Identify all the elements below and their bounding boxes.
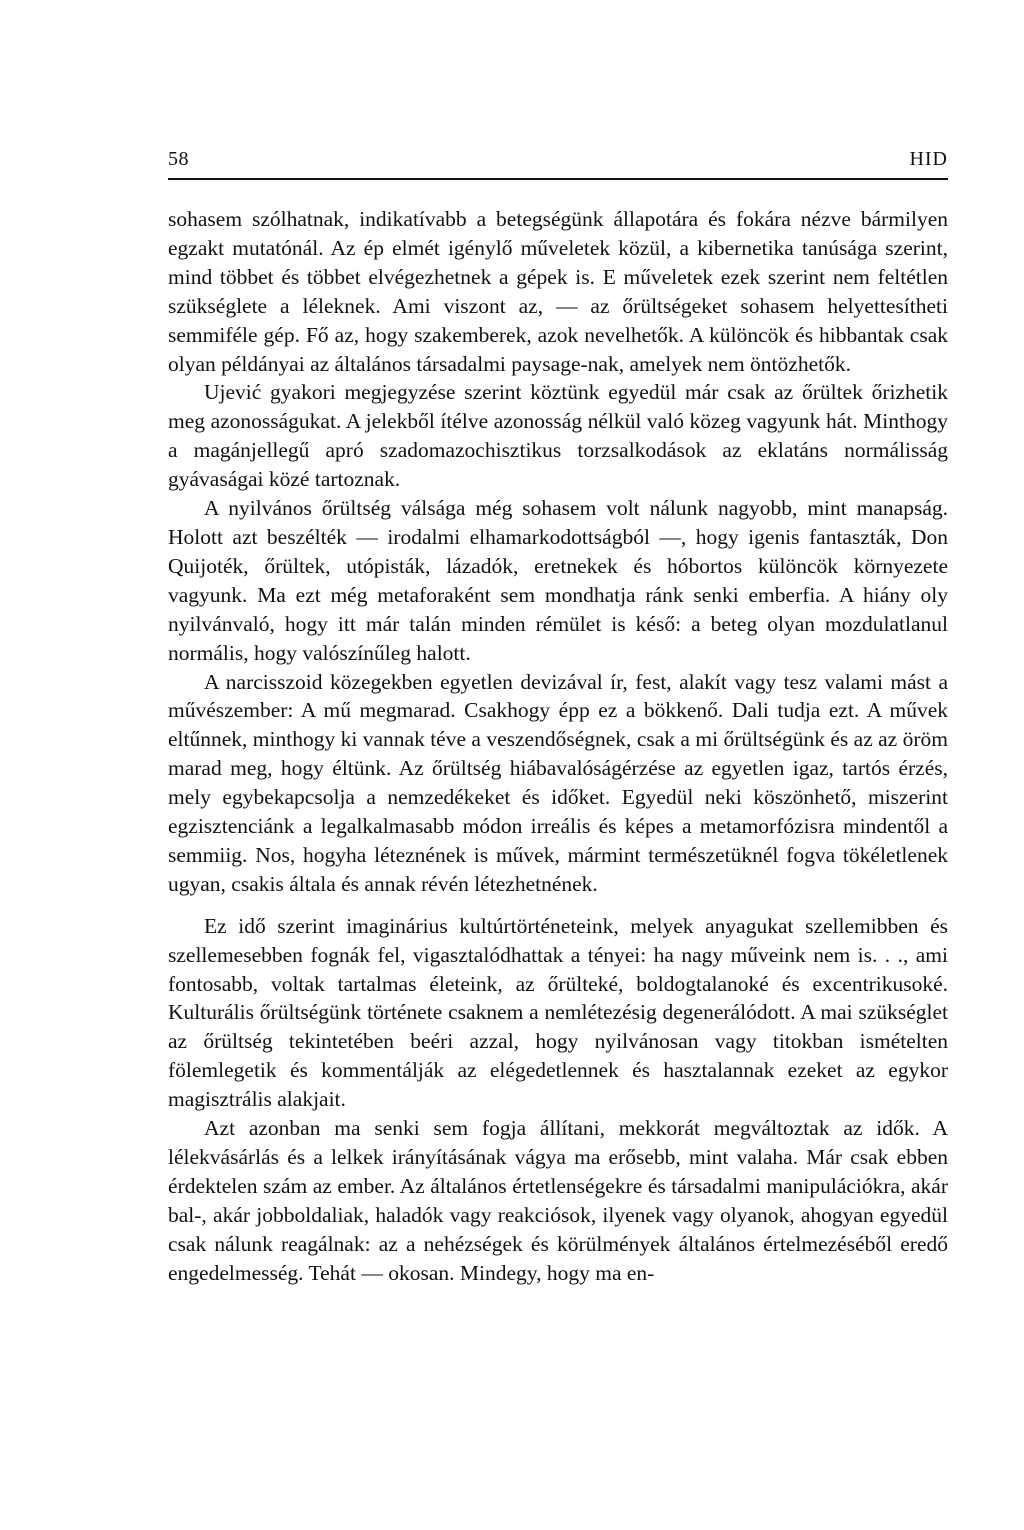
article-body xyxy=(168,205,948,1288)
paragraph: Ujević gyakori megjegyzése szerint köztünk egyedül már csak az őrültek őrizhetik meg azonosságukat. A jelekből ítélve azonosság nélkül való közeg vagyunk hát. Minthogy a magánjellegű apró szadomazochisztikus torzsalkodások az eklatáns normálisság gyávaságai közé tartoznak. xyxy=(168,380,948,492)
paragraph: Azt azonban ma senki sem fogja állítani, mekkorát megváltoztak az idők. A lélekvásárlás és a lelkek irányításának vágya ma erősebb, mint valaha. Már csak ebben érdektelen szám az ember. Az általános értetlenségekre és társadalmi manipulációkra, akár bal-, akár jobboldaliak, haladók vagy reakciósok, ilyenek vagy olyanok, ahogyan egyedül csak nálunk reagálnak: az a nehézségek és körülmények általános értelmezéséből eredő engedelmesség. Tehát — okosan. Mindegy, hogy ma en- xyxy=(168,1116,948,1285)
header-rule xyxy=(168,178,948,180)
page-number: 58 xyxy=(168,148,189,170)
page-header xyxy=(168,148,948,180)
journal-title: HID xyxy=(909,148,948,170)
paragraph: sohasem szólhatnak, indikatívabb a betegségünk állapotára és fokára nézve bármilyen egzakt mutatónál. Az ép elmét igénylő műveletek közül, a kibernetika tanúsága szerint, mind többet és többet elvégezhetnek a gépek is. E műveletek ezek szerint nem feltétlen szükséglete a léleknek. Ami viszont az, — az őrültségeket sohasem helyettesítheti semmiféle gép. Fő az, hogy szakemberek, azok nevelhetők. A különcök és hibbantak csak olyan példányai az általános társadalmi paysage-nak, amelyek nem öntözhetők. xyxy=(168,207,948,376)
paragraph: A narcisszoid közegekben egyetlen devizával ír, fest, alakít vagy tesz valami mást a művészember: A mű megmarad. Csakhogy épp ez a bökkenő. Dali tudja ezt. A művek eltűnnek, minthogy ki vannak téve a veszendőségnek, csak a mi őrültségünk és az az öröm marad meg, hogy éltünk. Az őrültség hiábavalóságérzése az egyetlen igaz, tartós érzés, mely egybekapcsolja a nemzedékeket és időket. Egyedül neki köszönhető, miszerint egzisztenciánk a legalkalmasabb módon irreális és képes a metamorfózisra mindentől a semmiig. Nos, hogyha léteznének is művek, mármint természetüknél fogva tökéletlenek ugyan, csakis általa és annak révén létezhetnének. xyxy=(168,669,948,896)
paragraph: A nyilvános őrültség válsága még sohasem volt nálunk nagyobb, mint manapság. Holott azt beszélték — irodalmi elhamarkodottságból —, hogy igenis fantaszták, Don Quijoték, őrültek, utópisták, lázadók, eretnekek és hóbortos különcök környezete vagyunk. Ma ezt még metaforaként sem mondhatja ránk senki emberfia. A hiány oly nyilvánvaló, hogy itt már talán minden rémület is késő: a beteg olyan mozdulatlanul normális, hogy valószínűleg halott. xyxy=(168,496,948,665)
paragraph: Ez idő szerint imaginárius kultúrtörténeteink, melyek anyagukat szellemibben és szellemesebben fognák fel, vigasztalódhattak a tényei: ha nagy műveink nem is. . ., ami fontosabb, voltak tartalmas életeink, az őrülteké, boldogtalanoké és excentrikusoké. Kulturális őrültségünk története csaknem a nemlétezésig degenerálódott. A mai szükséglet az őrültség tekintetében beéri azzal, hogy nyilvánosan vagy titokban ismételten fölemlegetik és kommentálják az elégedetlennek és hasztalannak ezeket az egykor magisztrális alakjait. xyxy=(168,913,948,1112)
